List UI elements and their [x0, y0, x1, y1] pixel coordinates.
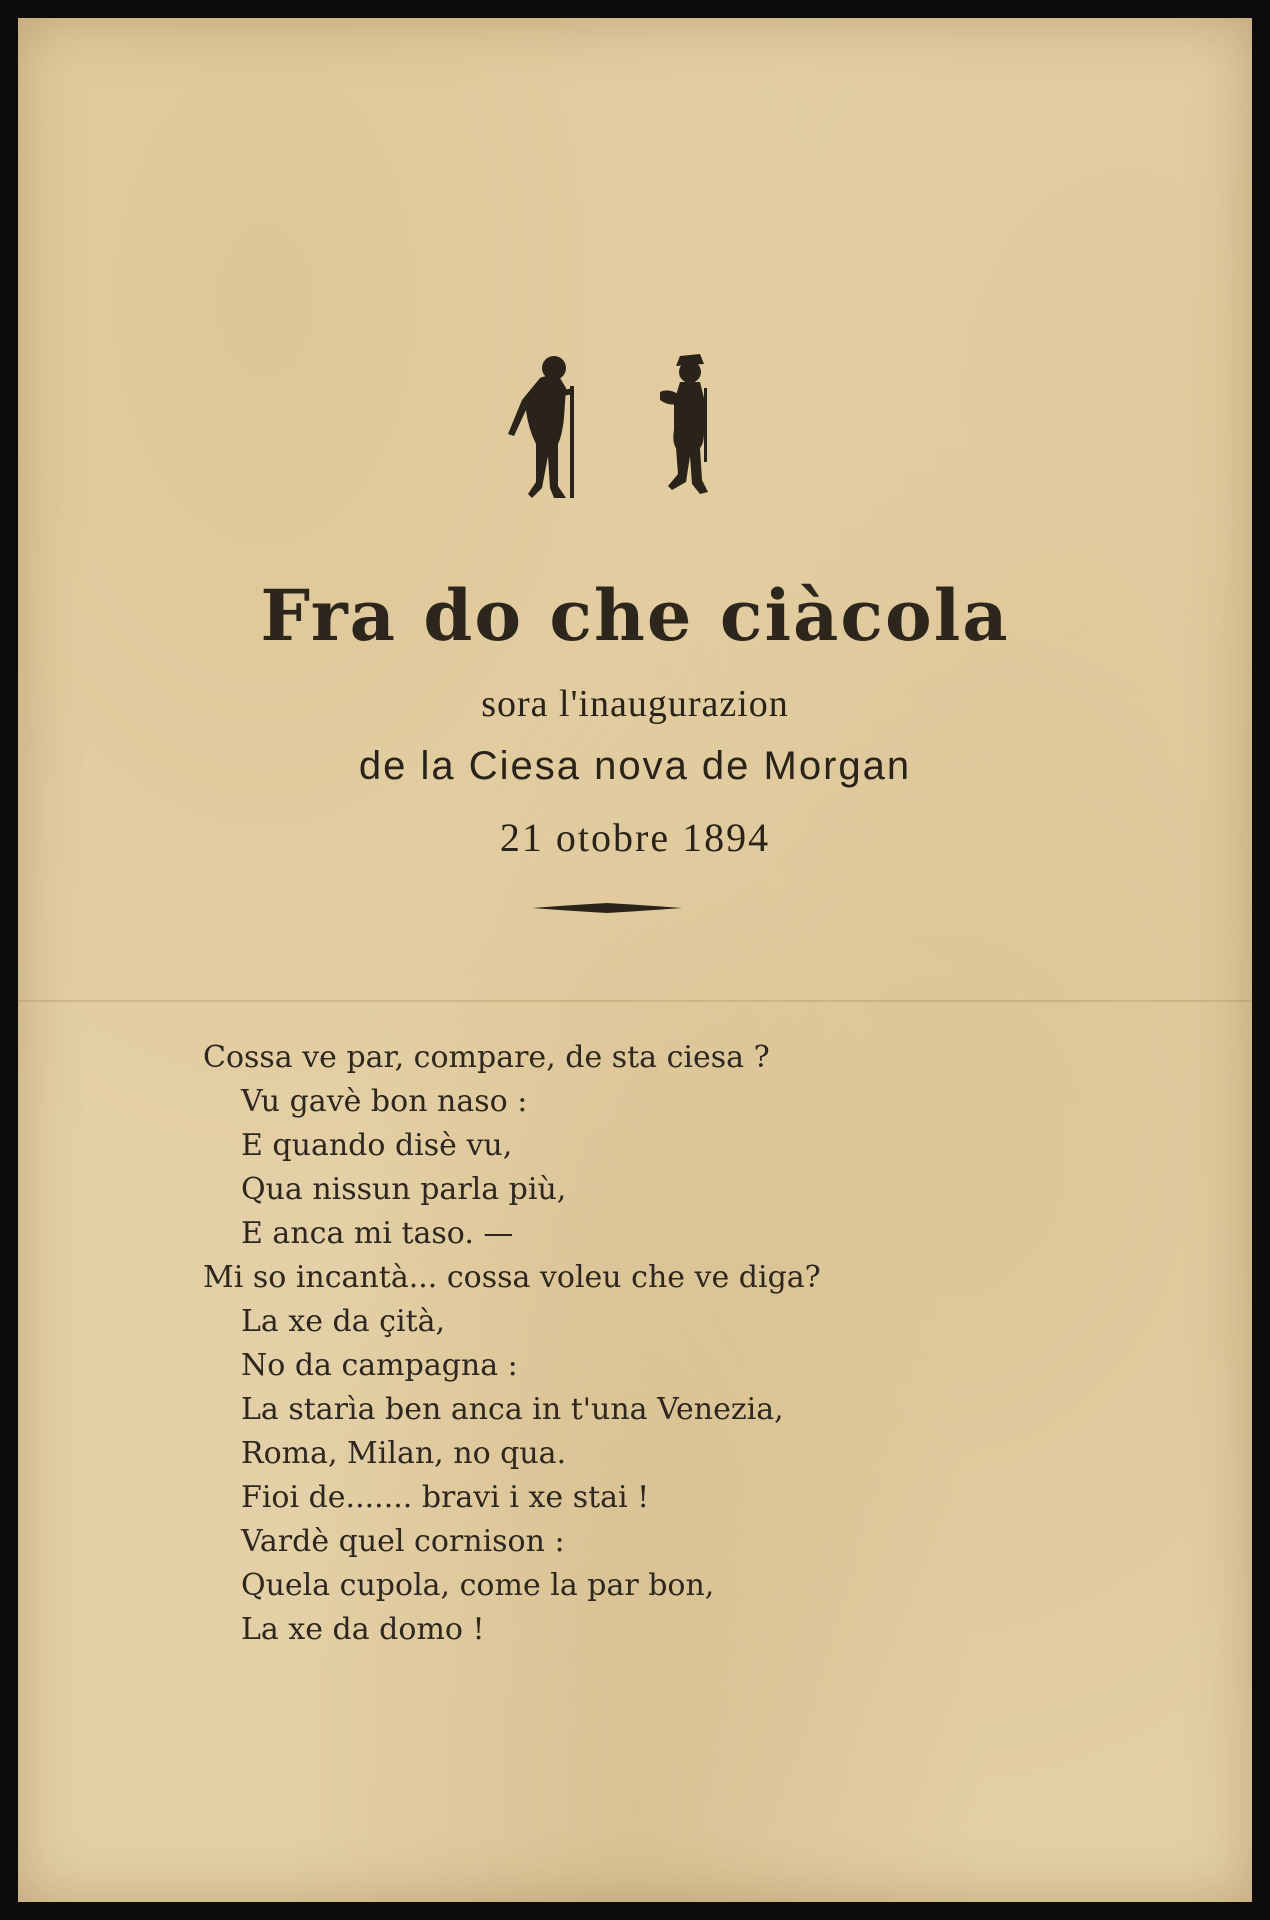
poem-line: Quela cupola, come la par bon, [241, 1568, 715, 1603]
silhouette-illustration [504, 348, 754, 518]
poem-line: Vu gavè bon naso : [241, 1084, 528, 1119]
document-page [18, 18, 1252, 1902]
date-line: 21 otobre 1894 [499, 815, 771, 860]
poem-body [203, 1036, 1103, 1652]
poem-line: Mi so incantà... cossa voleu che ve diga? [203, 1260, 821, 1295]
poem-line: Cossa ve par, compare, de sta ciesa ? [203, 1040, 770, 1075]
poem-line: No da campagna : [241, 1348, 518, 1383]
poem-line: Roma, Milan, no qua. [241, 1436, 567, 1471]
subtitle-line-2: de la Ciesa nova de Morgan [358, 744, 912, 788]
poem-line: Qua nissun parla più, [241, 1172, 567, 1207]
poem-line: La starìa ben anca in t'una Venezia, [241, 1392, 784, 1427]
old-man-with-cane-silhouette-icon [508, 356, 574, 498]
ornamental-rule-icon [532, 900, 682, 916]
poem-line: Fioi de....... bravi i xe stai ! [241, 1480, 650, 1515]
poem-line: La xe da domo ! [241, 1612, 485, 1647]
poem-line: La xe da çità, [241, 1304, 446, 1339]
poem-line: E anca mi taso. — [241, 1216, 514, 1251]
poem-line: Vardè quel cornison : [241, 1524, 565, 1559]
child-silhouette-icon [660, 354, 708, 494]
poem-line: E quando disè vu, [241, 1128, 513, 1163]
paper-fold-line [18, 1000, 1252, 1002]
page-title: Fra do che ciàcola [260, 574, 1010, 657]
subtitle-line-1: sora l'inaugurazion [481, 683, 789, 725]
